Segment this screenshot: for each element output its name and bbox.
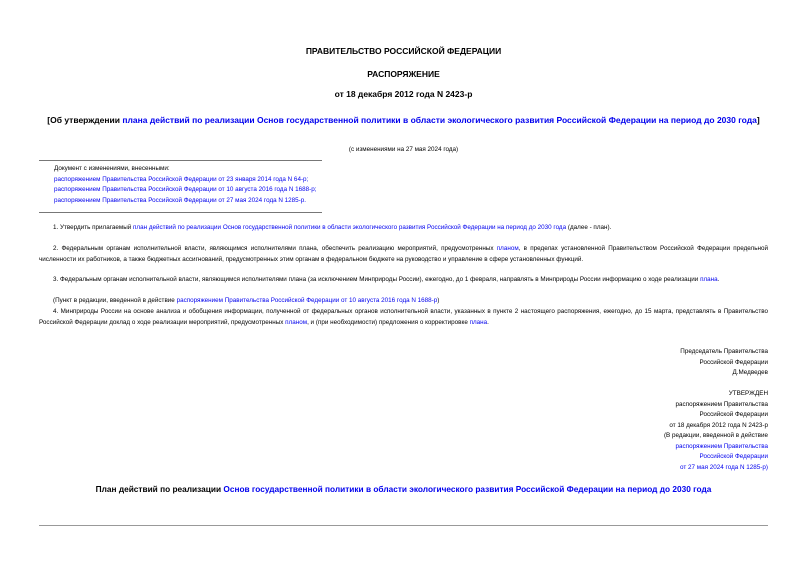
note-text-a: (Пункт в редакции, введенной в действие	[53, 297, 177, 304]
p2-plan-link[interactable]: планом	[496, 245, 519, 252]
plan-title-link[interactable]: Основ государственной политики в области экологического развития Российской Федерации на период до 2030 года	[223, 484, 712, 494]
signature-name: Д.Медведев	[732, 369, 768, 376]
approved-line-5: (В редакции, введенной в действие	[663, 432, 768, 439]
p1-text-a: 1. Утвердить прилагаемый	[53, 224, 134, 231]
paragraph-1	[39, 223, 768, 234]
p4-text-b: , и (при необходимости) предложения о корректировке	[307, 318, 470, 326]
approved-line-4: от 18 декабря 2012 года N 2423-р	[669, 421, 768, 429]
approved-block	[664, 389, 768, 473]
approved-line-2: распоряжением Правительства	[675, 400, 768, 408]
title-suffix: ]	[756, 115, 760, 125]
signature-country: Российской Федерации	[699, 358, 768, 366]
order-heading: РАСПОРЯЖЕНИЕ	[367, 69, 440, 79]
approved-line-3: Российской Федерации	[699, 411, 768, 418]
document-title	[30, 115, 777, 126]
paragraph-3	[39, 275, 768, 286]
p3-plan-link[interactable]: плана	[700, 276, 718, 283]
p3-text-a: 3. Федеральным органам исполнительной власти, являющимся исполнителями плана (за исключением Минприроды России), ежегодно, до 1 февраля, направлять в Минприроды России информацию о ходе реализации	[53, 276, 701, 283]
p1-plan-link[interactable]: план действий по реализации Основ государственной политики в области экологического развития Российской Федерации на период до 2030 года	[133, 224, 567, 231]
changes-bottom-divider	[39, 212, 322, 213]
approved-link-line-3[interactable]: от 27 мая 2024 года N 1285-р)	[680, 463, 768, 471]
approved-link-line-2[interactable]: Российской Федерации	[699, 453, 768, 460]
signature-position: Председатель Правительства	[680, 348, 768, 355]
title-link[interactable]: плана действий по реализации Основ государственной политики в области экологического развития Российской Федерации на период до 2030 года	[122, 115, 757, 125]
p3-text-b: .	[717, 276, 720, 283]
p2-text-b: , в пределах установленной Правительством Российской Федерации предельной численности их работников, а также бюджетных ассигнований, предусмотренных этим органам в федеральном бюджете на руководство и управление в сфере установленных функций.	[39, 245, 768, 263]
bottom-divider	[39, 525, 768, 526]
amendment-link-2016[interactable]: распоряжением Правительства Российской Федерации от 10 августа 2016 года N 1688-р;	[54, 186, 317, 193]
plan-title-prefix: План действий по реализации	[95, 484, 224, 494]
p4-text-c: .	[487, 318, 489, 326]
note-text-b: )	[437, 297, 440, 304]
paragraph-3-note	[39, 296, 768, 307]
government-heading: ПРАВИТЕЛЬСТВО РОССИЙСКОЙ ФЕДЕРАЦИИ	[305, 46, 502, 56]
title-prefix: [Об утверждении	[47, 115, 123, 125]
doc-changes-heading: Документ с изменениями, внесенными:	[54, 165, 170, 172]
approved-link-line-1[interactable]: распоряжением Правительства	[675, 442, 768, 450]
paragraph-2	[39, 244, 768, 265]
doc-changes-block	[54, 164, 316, 206]
plan-title	[0, 484, 807, 494]
order-date: от 18 декабря 2012 года N 2423-р	[334, 89, 473, 99]
changes-top-divider	[39, 160, 322, 161]
signature-block	[680, 347, 768, 379]
amendment-link-2024[interactable]: распоряжением Правительства Российской Федерации от 27 мая 2024 года N 1285-р.	[54, 196, 307, 204]
paragraph-4	[39, 307, 768, 328]
approved-heading: УТВЕРЖДЕН	[728, 390, 768, 397]
p4-plan-link-1[interactable]: планом	[285, 318, 308, 326]
note-amendment-link[interactable]: распоряжением Правительства Российской Федерации от 10 августа 2016 года N 1688-р	[176, 297, 438, 304]
p4-plan-link-2[interactable]: плана	[469, 318, 488, 326]
amendment-link-2014[interactable]: распоряжением Правительства Российской Федерации от 23 января 2014 года N 64-р;	[54, 175, 309, 183]
changes-note: (с изменениями на 27 мая 2024 года)	[348, 146, 459, 153]
p1-text-b: (далее - план).	[566, 224, 612, 231]
p4-text-a: 4. Минприроды России на основе анализа и обобщения информации, полученной от федеральных органов исполнительной власти, указанных в пункте 2 настоящего распоряжения, ежегодно, до 15 марта, представлять в Правительство Российской Федерации доклад о ходе реализации мероприятий, предусмотренных	[39, 308, 768, 326]
p2-text-a: 2. Федеральным органам исполнительной власти, являющимся исполнителями плана, обеспечить реализацию мероприятий, предусмотренных	[53, 245, 497, 252]
